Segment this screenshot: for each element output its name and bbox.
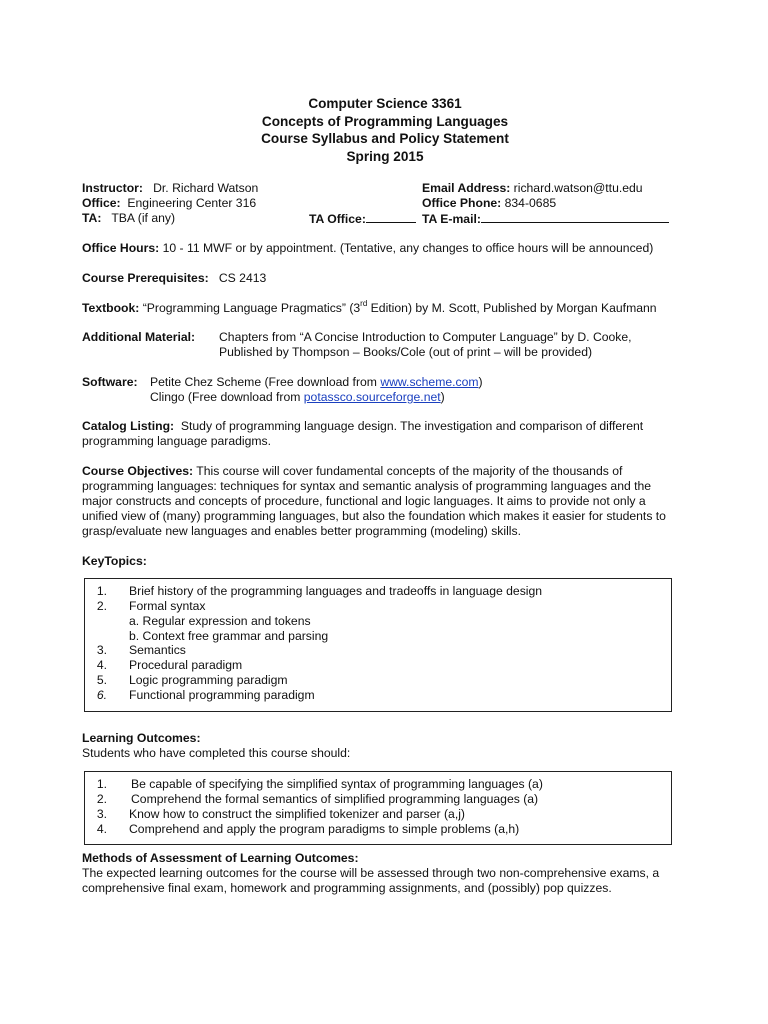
topic-num: 3. bbox=[96, 643, 107, 657]
ta-value: TBA (if any) bbox=[111, 211, 176, 225]
software-1-close: ) bbox=[478, 375, 483, 389]
catalog-label: Catalog Listing: bbox=[82, 419, 175, 433]
outcome-text: Comprehend and apply the program paradigms to simple problems (a,h) bbox=[129, 822, 520, 836]
document-title bbox=[82, 95, 688, 165]
additional-line-2: Published by Thompson – Books/Cole (out of print – will be provided) bbox=[219, 345, 593, 359]
course-code: Computer Science 3361 bbox=[308, 96, 462, 111]
objectives-line-2: programming languages: techniques for syntax and semantic analysis of programming languages and the bbox=[82, 479, 652, 493]
outcome-num: 1. bbox=[96, 777, 107, 791]
assessment-line-1: The expected learning outcomes for the course will be assessed through two non-comprehensive exams, a bbox=[82, 866, 660, 880]
key-topics-box bbox=[84, 578, 672, 712]
outcome-num: 3. bbox=[96, 807, 107, 821]
email-value: richard.watson@ttu.edu bbox=[513, 181, 643, 195]
ta-row bbox=[82, 211, 175, 226]
textbook-value-post: Edition) by M. Scott, Published by Morgan Kaufmann bbox=[367, 301, 657, 315]
textbook bbox=[82, 298, 657, 316]
learning-outcomes-intro: Students who have completed this course should: bbox=[82, 746, 351, 760]
phone-label: Office Phone: bbox=[422, 196, 502, 210]
topic-text: Functional programming paradigm bbox=[129, 688, 315, 702]
software-1-text: Petite Chez Scheme (Free download from bbox=[150, 375, 381, 389]
office-hours-label: Office Hours: bbox=[82, 241, 160, 255]
software-2-text: Clingo (Free download from bbox=[150, 390, 304, 404]
key-topics-label: KeyTopics: bbox=[82, 554, 147, 568]
objectives-line-4: unified view of (many) programming languages, but also the foundation which makes it easier for students to bbox=[82, 509, 666, 523]
prereq-label: Course Prerequisites: bbox=[82, 271, 209, 285]
instructor-value: Dr. Richard Watson bbox=[153, 181, 259, 195]
topic-text: Procedural paradigm bbox=[129, 658, 243, 672]
objectives-line-5: grasp/evaluate new languages and enables better programming (modeling) skills. bbox=[82, 524, 521, 538]
topic-num: 2. bbox=[96, 599, 107, 613]
catalog-line-1 bbox=[82, 419, 643, 434]
software-line-2 bbox=[150, 390, 445, 405]
topic-text: Brief history of the programming languages and tradeoffs in language design bbox=[129, 584, 543, 598]
assessment-line-2: comprehensive final exam, homework and programming assignments, and (possibly) pop quizzes. bbox=[82, 881, 612, 895]
doc-type: Course Syllabus and Policy Statement bbox=[261, 131, 509, 146]
catalog-text-1: Study of programming language design. The investigation and comparison of different bbox=[180, 419, 644, 433]
topic-text: Logic programming paradigm bbox=[129, 673, 288, 687]
topic-sub-b: b. Context free grammar and parsing bbox=[129, 629, 329, 643]
office-row bbox=[82, 196, 256, 211]
office-hours-value: 10 - 11 MWF or by appointment. (Tentative, any changes to office hours will be announced) bbox=[162, 241, 654, 255]
outcome-num: 2. bbox=[96, 792, 107, 806]
potassco-link[interactable]: potassco.sourceforge.net bbox=[303, 390, 441, 404]
ta-office-blank bbox=[366, 211, 416, 223]
scheme-link[interactable]: www.scheme.com bbox=[380, 375, 479, 389]
ta-office-label: TA Office: bbox=[309, 212, 366, 226]
catalog-line-2: programming language paradigms. bbox=[82, 434, 272, 448]
software-2-close: ) bbox=[440, 390, 445, 404]
prerequisites bbox=[82, 271, 266, 286]
syllabus-page bbox=[82, 0, 688, 1024]
assessment-label: Methods of Assessment of Learning Outcomes: bbox=[82, 851, 359, 865]
textbook-value-pre: “Programming Language Pragmatics” (3 bbox=[142, 301, 361, 315]
office-label: Office: bbox=[82, 196, 121, 210]
textbook-label: Textbook: bbox=[82, 301, 140, 315]
additional-label: Additional Material: bbox=[82, 330, 196, 344]
email-row bbox=[422, 181, 643, 196]
software-line-1 bbox=[150, 375, 483, 390]
outcome-text: Comprehend the formal semantics of simplified programming languages (a) bbox=[131, 792, 539, 806]
course-name: Concepts of Programming Languages bbox=[261, 113, 509, 129]
textbook-sup: rd bbox=[360, 298, 368, 308]
instructor-label: Instructor: bbox=[82, 181, 143, 195]
ta-email-row bbox=[422, 211, 669, 227]
phone-value: 834-0685 bbox=[504, 196, 557, 210]
term: Spring 2015 bbox=[346, 148, 424, 164]
topic-num: 1. bbox=[96, 584, 107, 598]
topic-num: 5. bbox=[96, 673, 107, 687]
software-label: Software: bbox=[82, 375, 138, 389]
topic-text: Semantics bbox=[129, 643, 186, 657]
objectives-label: Course Objectives: bbox=[82, 464, 194, 478]
software-label-row bbox=[82, 375, 138, 390]
additional-material-label bbox=[82, 330, 195, 345]
topic-num: 4. bbox=[96, 658, 107, 672]
office-value: Engineering Center 316 bbox=[127, 196, 257, 210]
prereq-value: CS 2413 bbox=[218, 271, 267, 285]
objectives-line-1 bbox=[82, 464, 622, 479]
topic-num: 6. bbox=[96, 688, 107, 702]
additional-line-1: Chapters from “A Concise Introduction to Computer Language” by D. Cooke, bbox=[219, 330, 632, 344]
office-hours bbox=[82, 241, 653, 256]
outcome-text: Be capable of specifying the simplified syntax of programming languages (a) bbox=[131, 777, 543, 791]
phone-row bbox=[422, 196, 556, 211]
topic-sub-a: a. Regular expression and tokens bbox=[129, 614, 311, 628]
outcome-text: Know how to construct the simplified tokenizer and parser (a,j) bbox=[129, 807, 465, 821]
learning-outcomes-label: Learning Outcomes: bbox=[82, 731, 201, 745]
instructor-row bbox=[82, 181, 258, 196]
objectives-line-3: major constructs and concepts of procedure, functional and logic languages. It aims to provide not only a bbox=[82, 494, 646, 508]
outcome-num: 4. bbox=[96, 822, 107, 836]
ta-email-label: TA E-mail: bbox=[422, 212, 481, 226]
objectives-text-1: This course will cover fundamental concepts of the majority of the thousands of bbox=[196, 464, 623, 478]
ta-label: TA: bbox=[82, 211, 102, 225]
email-label: Email Address: bbox=[422, 181, 511, 195]
topic-text: Formal syntax bbox=[129, 599, 206, 613]
learning-outcomes-box bbox=[84, 771, 672, 845]
ta-email-blank bbox=[481, 211, 669, 223]
ta-office-row bbox=[309, 211, 416, 227]
